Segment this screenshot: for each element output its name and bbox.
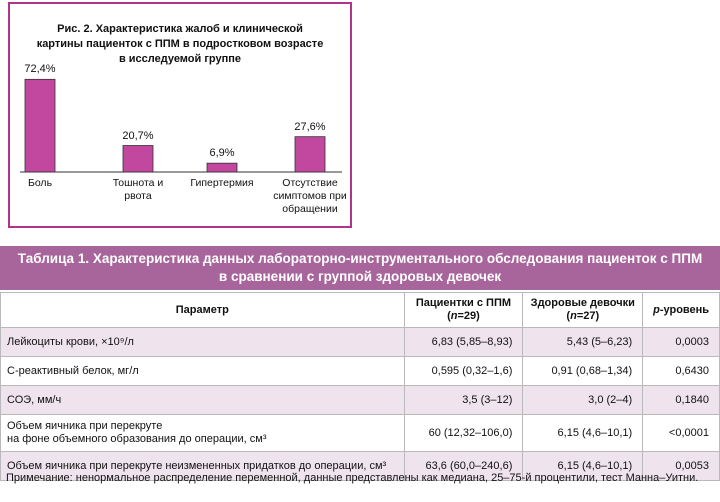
cell-healthy: 0,91 (0,68–1,34) bbox=[523, 357, 643, 386]
table-title-line: в сравнении с группой здоровых девочек bbox=[218, 269, 502, 284]
header-healthy-line1: Здоровые девочки bbox=[530, 297, 635, 309]
header-p: p-уровень bbox=[643, 293, 720, 328]
cell-p: <0,0001 bbox=[643, 415, 720, 452]
table-note: Примечание: ненормальное распределение переменной, данные представлены как медиана, 25–75-й процентили, тест Манна–Уитни. bbox=[6, 472, 699, 484]
cell-p: 0,1840 bbox=[643, 386, 720, 415]
table-row bbox=[1, 386, 720, 415]
category-label: Тошнота и рвота bbox=[112, 177, 164, 202]
data-table bbox=[0, 292, 720, 481]
cell-p: 0,0053 bbox=[643, 452, 720, 481]
cell-param bbox=[1, 415, 405, 452]
figure-title-line: картины пациенток с ППМ в подростковом возрасте bbox=[36, 38, 324, 50]
bar-0 bbox=[25, 79, 55, 172]
category-label: Боль bbox=[27, 177, 53, 189]
figure-title-line: Рис. 2. Характеристика жалоб и клинической bbox=[57, 23, 303, 35]
value-label: 20,7% bbox=[122, 129, 154, 142]
cell-p: 0,6430 bbox=[643, 357, 720, 386]
bar-1 bbox=[123, 146, 153, 172]
header-ppm-line2: (n=29) bbox=[447, 310, 480, 322]
header-healthy bbox=[523, 293, 643, 328]
cell-healthy: 3,0 (2–4) bbox=[523, 386, 643, 415]
cell-ppm: 6,83 (5,85–8,93) bbox=[404, 328, 523, 357]
table-row bbox=[1, 415, 720, 452]
cell-param: Лейкоциты крови, ×10⁹/л bbox=[1, 328, 405, 357]
table-row bbox=[1, 328, 720, 357]
table-row bbox=[1, 357, 720, 386]
cell-ppm: 0,595 (0,32–1,6) bbox=[404, 357, 523, 386]
bar-2 bbox=[207, 163, 237, 172]
cell-healthy: 6,15 (4,6–10,1) bbox=[523, 415, 643, 452]
cell-ppm: 63,6 (60,0–240,6) bbox=[404, 452, 523, 481]
cell-param: СОЭ, мм/ч bbox=[1, 386, 405, 415]
cell-p: 0,0003 bbox=[643, 328, 720, 357]
value-label: 27,6% bbox=[294, 120, 326, 133]
cell-param-line1: Объем яичника при перекруте bbox=[7, 420, 163, 432]
cell-param: Объем яичника при перекруте неизмененных придатков до операции, см³ bbox=[1, 452, 405, 481]
header-healthy-line2: (n=27) bbox=[566, 310, 600, 322]
figure-title-line: в исследуемой группе bbox=[118, 53, 242, 65]
cell-ppm: 60 (12,32–106,0) bbox=[404, 415, 523, 452]
cell-param: С-реактивный белок, мг/л bbox=[1, 357, 405, 386]
figure-panel bbox=[8, 2, 352, 228]
cell-healthy: 5,43 (5–6,23) bbox=[523, 328, 643, 357]
bar-3 bbox=[295, 137, 325, 172]
cell-healthy: 6,15 (4,6–10,1) bbox=[523, 452, 643, 481]
table-title-line: Таблица 1. Характеристика данных лабораторно-инструментального обследования пациенток с ППМ bbox=[17, 251, 703, 266]
value-label: 72,4% bbox=[24, 63, 56, 76]
header-ppm-line1: Пациентки с ППМ bbox=[415, 297, 512, 309]
cell-ppm: 3,5 (3–12) bbox=[404, 386, 523, 415]
category-label: Отсутствие симптомов при обращении bbox=[273, 177, 347, 215]
cell-param-line2: на фоне объемного образования до операции, см³ bbox=[7, 433, 267, 445]
header-ppm bbox=[404, 293, 523, 328]
header-param: Параметр bbox=[1, 293, 405, 328]
table-title bbox=[0, 246, 720, 290]
value-label: 6,9% bbox=[209, 147, 235, 160]
category-label: Гипертермия bbox=[190, 177, 254, 189]
table-header-row bbox=[1, 293, 720, 328]
